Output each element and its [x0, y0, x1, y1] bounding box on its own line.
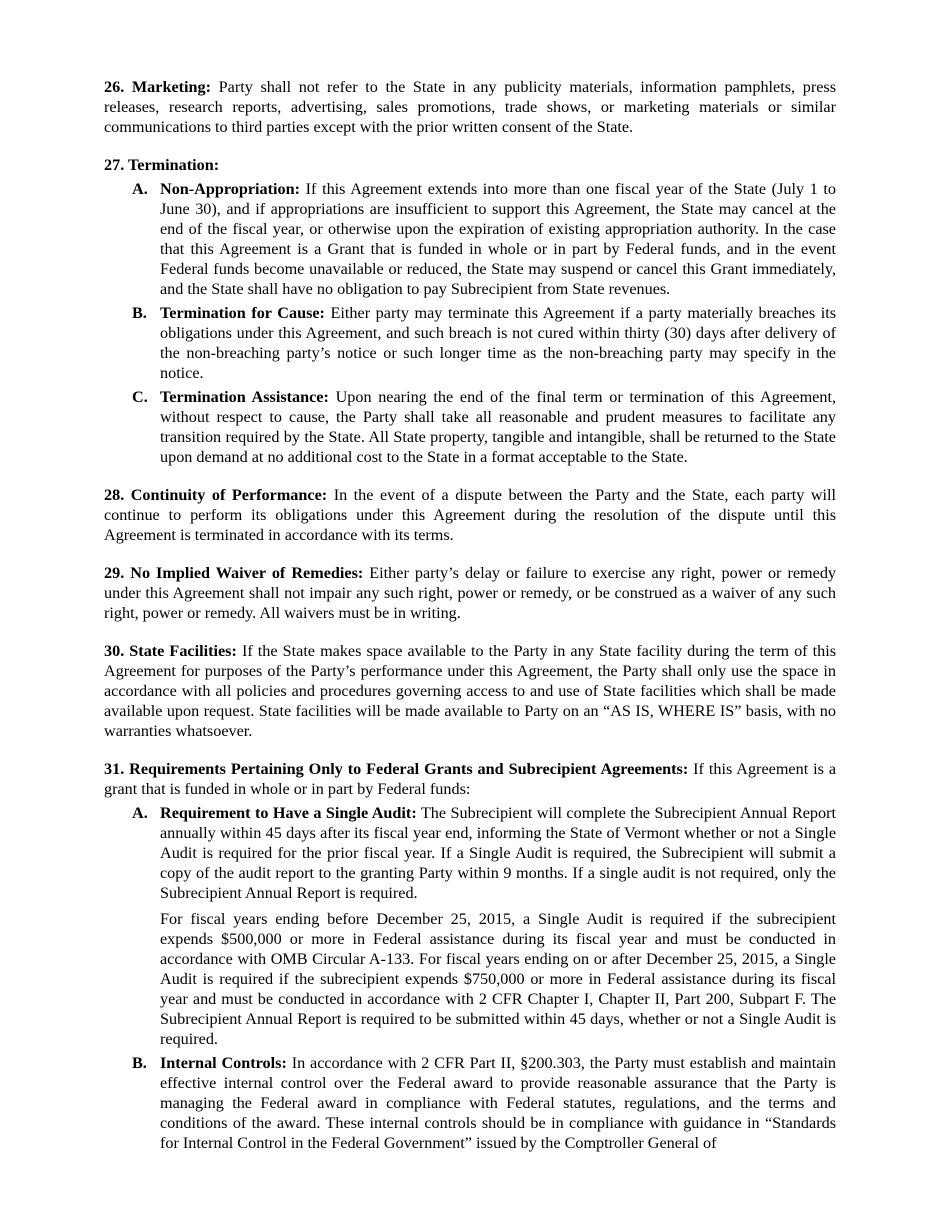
list-item-internal-controls — [104, 1053, 836, 1153]
section-27-termination — [104, 155, 836, 175]
item-text: The Subrecipient will complete the Subrecipient Annual Report annually within 45 days after its fiscal year end, informing the State of Vermont whether or not a Single Audit is required for the prior fiscal year. If a Single Audit is required, the Subrecipient will submit a copy of the audit report to the granting Party within 9 months. If a single audit is not required, only the Subrecipient Annual Report is required. — [160, 804, 836, 902]
section-text: If this Agreement is a grant that is funded in whole or in part by Federal funds: — [104, 760, 837, 798]
item-text: Either party may terminate this Agreement if a party materially breaches its obligations under this Agreement, and such breach is not cured within thirty (30) days after delivery of the non-breaching party’s notice or such longer time as the non-breaching party may specify in the notice. — [160, 304, 837, 382]
item-text-continued: For fiscal years ending before December 25, 2015, a Single Audit is required if the subrecipient expends $500,000 or more in Federal assistance during its fiscal year and must be conducted in accordance with OMB Circular A-133. For fiscal years ending on or after December 25, 2015, a Single Audit is required if the subrecipient expends $750,000 or more in Federal assistance during its fiscal year and must be conducted in accordance with 2 CFR Chapter I, Chapter II, Part 200, Subpart F. The Subrecipient Annual Report is required to be submitted within 45 days, whether or not a Single Audit is required. — [160, 910, 836, 1048]
federal-requirements-list — [104, 803, 836, 1153]
section-28-continuity-of-performance — [104, 485, 836, 545]
item-text: If this Agreement extends into more than one fiscal year of the State (July 1 to June 30), and if appropriations are insufficient to support this Agreement, the State may cancel at the end of the fiscal year, or otherwise upon the expiration of existing appropriation authority. In the case that this Agreement is a Grant that is funded in whole or in part by Federal funds, and in the event Federal funds become unavailable or reduced, the State may suspend or cancel this Grant immediately, and the State shall have no obligation to pay Subrecipient from State revenues. — [160, 180, 837, 298]
item-title: Non-Appropriation: — [160, 180, 301, 198]
section-30-state-facilities — [104, 641, 836, 741]
section-29-no-implied-waiver — [104, 563, 836, 623]
section-heading: 29. No Implied Waiver of Remedies: — [104, 564, 364, 582]
section-26-marketing — [104, 77, 836, 137]
item-text: Upon nearing the end of the final term or termination of this Agreement, without respect to cause, the Party shall take all reasonable and prudent measures to facilitate any transition required by the State. All State property, tangible and intangible, shall be returned to the State upon demand at no additional cost to the State in a format acceptable to the State. — [160, 388, 837, 466]
section-text: If the State makes space available to the Party in any State facility during the term of this Agreement for purposes of the Party’s performance under this Agreement, the Party shall only use the space in accordance with all policies and procedures governing access to and use of State facilities which shall be made available upon request. State facilities will be made available to Party on an “AS IS, WHERE IS” basis, with no warranties whatsoever. — [104, 642, 837, 740]
section-text: Either party’s delay or failure to exercise any right, power or remedy under this Agreement shall not impair any such right, power or remedy, or be construed as a waiver of any such right, power or remedy. All waivers must be in writing. — [104, 564, 837, 622]
item-title: Internal Controls: — [160, 1054, 287, 1072]
list-marker: B. — [132, 1054, 147, 1072]
list-item-termination-for-cause — [104, 303, 836, 383]
item-title: Termination Assistance: — [160, 388, 329, 406]
section-text: In the event of a dispute between the Party and the State, each party will continue to perform its obligations under this Agreement during the resolution of the dispute until this Agreement is terminated in accordance with its terms. — [104, 486, 837, 544]
termination-list — [104, 179, 836, 467]
list-item-termination-assistance — [104, 387, 836, 467]
list-marker: C. — [132, 388, 148, 406]
list-item-non-appropriation — [104, 179, 836, 299]
section-heading: 27. Termination: — [104, 156, 220, 174]
list-marker: A. — [132, 804, 148, 822]
list-marker: A. — [132, 180, 148, 198]
section-heading: 30. State Facilities: — [104, 642, 237, 660]
item-text: In accordance with 2 CFR Part II, §200.303, the Party must establish and maintain effective internal control over the Federal award to provide reasonable assurance that the Party is managing the Federal award in compliance with Federal statutes, regulations, and the terms and conditions of the award. These internal controls should be in compliance with guidance in “Standards for Internal Control in the Federal Government” issued by the Comptroller General of — [160, 1054, 836, 1152]
section-heading: 26. Marketing: — [104, 78, 212, 96]
section-heading: 31. Requirements Pertaining Only to Federal Grants and Subrecipient Agreements: — [104, 760, 689, 778]
section-heading: 28. Continuity of Performance: — [104, 486, 328, 504]
section-31-federal-grants — [104, 759, 836, 799]
section-text: Party shall not refer to the State in any publicity materials, information pamphlets, press releases, research reports, advertising, sales promotions, trade shows, or marketing materials or similar communications to third parties except with the prior written consent of the State. — [104, 78, 837, 136]
list-marker: B. — [132, 304, 147, 322]
list-item-single-audit — [104, 803, 836, 1049]
item-title: Requirement to Have a Single Audit: — [160, 804, 417, 822]
item-title: Termination for Cause: — [160, 304, 325, 322]
